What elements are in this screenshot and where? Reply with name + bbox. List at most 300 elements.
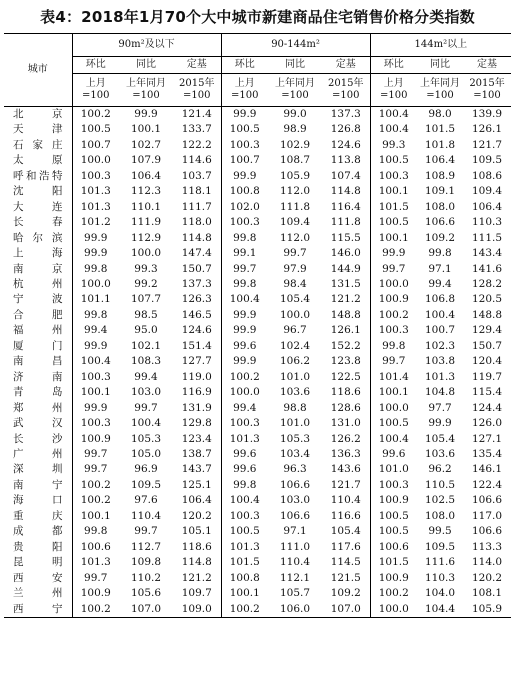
value-cell: 102.4 <box>280 339 311 352</box>
value-cell: 98.4 <box>283 277 307 290</box>
value-cell: 122.5 <box>322 370 370 385</box>
value-cell: 99.5 <box>428 525 452 538</box>
value-cell: 120.4 <box>472 355 503 368</box>
city-cell: 南宁 <box>4 478 72 493</box>
city-cell: 长沙 <box>4 432 72 447</box>
value-cell: 105.4 <box>322 524 370 539</box>
value-cell: 144.9 <box>322 262 370 277</box>
value-cell: 137.3 <box>322 107 370 123</box>
value-cell: 101.0 <box>378 463 409 476</box>
value-cell: 106.2 <box>280 355 311 368</box>
table-row <box>4 432 511 447</box>
value-cell: 110.5 <box>425 478 456 491</box>
group-header-medium: 90-144m² <box>221 34 370 57</box>
value-cell: 114.6 <box>173 153 221 168</box>
base-header: 2015年 =100 <box>322 74 370 107</box>
value-cell: 99.6 <box>233 339 257 352</box>
value-cell: 99.8 <box>428 247 452 260</box>
value-cell: 100.0 <box>130 247 162 260</box>
value-cell: 101.3 <box>80 556 111 569</box>
subcol-header: 环比 <box>72 57 119 74</box>
value-cell: 99.4 <box>428 277 452 290</box>
value-cell: 103.0 <box>280 494 311 507</box>
city-cell: 南昌 <box>4 354 72 369</box>
value-cell: 99.7 <box>84 463 108 476</box>
value-cell: 106.6 <box>472 494 503 507</box>
value-cell: 100.3 <box>378 478 409 491</box>
city-cell: 哈尔滨 <box>4 231 72 246</box>
table-row <box>4 354 511 369</box>
value-cell: 108.6 <box>472 169 503 182</box>
value-cell: 100.5 <box>378 216 409 229</box>
value-cell: 111.9 <box>130 216 162 229</box>
value-cell: 100.5 <box>378 154 409 167</box>
value-cell: 118.1 <box>173 184 221 199</box>
value-cell: 107.9 <box>130 154 162 167</box>
value-cell: 99.7 <box>84 447 108 460</box>
value-cell: 107.0 <box>119 602 173 618</box>
value-cell: 126.1 <box>472 123 503 136</box>
value-cell: 100.0 <box>80 154 111 167</box>
value-cell: 137.3 <box>173 277 221 292</box>
city-cell: 呼和浩特 <box>4 169 72 184</box>
table-row <box>4 370 511 385</box>
value-cell: 111.8 <box>280 200 311 213</box>
value-cell: 124.6 <box>322 138 370 153</box>
value-cell: 99.7 <box>382 355 406 368</box>
value-cell: 122.2 <box>173 138 221 153</box>
value-cell: 101.3 <box>80 200 111 213</box>
value-cell: 98.8 <box>283 401 307 414</box>
value-cell: 112.9 <box>130 231 162 244</box>
value-cell: 126.0 <box>472 417 503 430</box>
value-cell: 100.7 <box>425 324 456 337</box>
value-cell: 99.3 <box>382 138 406 151</box>
value-cell: 97.1 <box>428 262 452 275</box>
group-header-large: 144m²以上 <box>370 34 511 57</box>
value-cell: 119.0 <box>173 370 221 385</box>
value-cell: 100.2 <box>221 602 268 618</box>
value-cell: 107.0 <box>322 602 370 618</box>
value-cell: 99.0 <box>283 108 307 120</box>
value-cell: 100.3 <box>229 509 260 522</box>
city-cell: 昆明 <box>4 555 72 570</box>
value-cell: 100.9 <box>378 293 409 306</box>
table-row <box>4 308 511 323</box>
value-cell: 99.8 <box>84 262 108 275</box>
value-cell: 99.8 <box>233 277 257 290</box>
value-cell: 100.2 <box>378 587 409 600</box>
value-cell: 105.7 <box>280 587 311 600</box>
value-cell: 102.5 <box>425 494 456 507</box>
value-cell: 150.7 <box>173 262 221 277</box>
value-cell: 99.9 <box>134 108 158 120</box>
value-cell: 121.4 <box>173 107 221 123</box>
value-cell: 100.3 <box>378 169 409 182</box>
subcol-header: 定基 <box>173 57 221 74</box>
city-cell: 兰州 <box>4 586 72 601</box>
value-cell: 100.0 <box>370 602 417 618</box>
value-cell: 111.8 <box>322 215 370 230</box>
value-cell: 129.8 <box>173 416 221 431</box>
value-cell: 100.6 <box>80 540 111 553</box>
city-cell: 成都 <box>4 524 72 539</box>
table-row <box>4 401 511 416</box>
value-cell: 135.4 <box>472 447 503 460</box>
value-cell: 99.9 <box>233 169 257 182</box>
value-cell: 100.2 <box>80 478 111 491</box>
value-cell: 100.9 <box>80 432 111 445</box>
value-cell: 103.6 <box>280 386 311 399</box>
city-cell: 南京 <box>4 262 72 277</box>
value-cell: 111.0 <box>280 540 311 553</box>
value-cell: 100.4 <box>378 123 409 136</box>
value-cell: 100.7 <box>80 138 111 151</box>
value-cell: 105.9 <box>463 602 511 618</box>
base-header: 2015年 =100 <box>463 74 511 107</box>
table-row <box>4 416 511 431</box>
value-cell: 109.2 <box>322 586 370 601</box>
value-cell: 124.6 <box>173 323 221 338</box>
value-cell: 110.3 <box>425 571 456 584</box>
value-cell: 146.0 <box>322 246 370 261</box>
value-cell: 97.9 <box>283 262 307 275</box>
value-cell: 107.4 <box>322 169 370 184</box>
value-cell: 111.7 <box>173 200 221 215</box>
table-row <box>4 107 511 123</box>
value-cell: 100.6 <box>378 540 409 553</box>
value-cell: 110.2 <box>130 571 162 584</box>
value-cell: 100.7 <box>229 154 260 167</box>
value-cell: 126.2 <box>322 432 370 447</box>
city-cell: 郑州 <box>4 401 72 416</box>
value-cell: 101.8 <box>425 138 456 151</box>
table-row <box>4 246 511 261</box>
value-cell: 100.4 <box>378 108 409 120</box>
table-row <box>4 200 511 215</box>
value-cell: 112.1 <box>280 571 311 584</box>
value-cell: 146.1 <box>472 463 503 476</box>
value-cell: 105.4 <box>425 432 456 445</box>
value-cell: 98.0 <box>428 108 452 120</box>
value-cell: 124.4 <box>472 401 503 414</box>
value-cell: 102.7 <box>130 138 162 151</box>
value-cell: 99.4 <box>134 370 158 383</box>
value-cell: 103.7 <box>173 169 221 184</box>
value-cell: 110.1 <box>130 200 162 213</box>
value-cell: 109.1 <box>425 185 456 198</box>
value-cell: 99.9 <box>233 108 257 120</box>
value-cell: 96.9 <box>134 463 158 476</box>
table-row <box>4 153 511 168</box>
value-cell: 110.4 <box>280 556 311 569</box>
value-cell: 109.4 <box>472 185 503 198</box>
value-cell: 106.0 <box>268 602 322 618</box>
value-cell: 112.3 <box>130 185 162 198</box>
value-cell: 99.7 <box>84 571 108 584</box>
city-cell: 杭州 <box>4 277 72 292</box>
city-cell: 厦门 <box>4 339 72 354</box>
value-cell: 101.0 <box>280 370 311 383</box>
value-cell: 100.5 <box>378 509 409 522</box>
value-cell: 128.2 <box>472 277 503 290</box>
city-cell: 石家庄 <box>4 138 72 153</box>
value-cell: 100.3 <box>80 169 111 182</box>
value-cell: 97.1 <box>283 525 307 538</box>
city-header: 城市 <box>4 34 72 107</box>
value-cell: 100.1 <box>378 386 409 399</box>
value-cell: 114.8 <box>173 231 221 246</box>
value-cell: 100.2 <box>378 308 409 321</box>
value-cell: 109.5 <box>130 478 162 491</box>
value-cell: 100.4 <box>229 293 260 306</box>
value-cell: 100.1 <box>378 231 409 244</box>
value-cell: 99.8 <box>84 308 108 321</box>
value-cell: 99.3 <box>134 262 158 275</box>
table-row <box>4 292 511 307</box>
value-cell: 99.7 <box>134 401 158 414</box>
value-cell: 99.8 <box>84 525 108 538</box>
value-cell: 102.1 <box>130 339 162 352</box>
value-cell: 138.7 <box>173 447 221 462</box>
city-cell: 沈阳 <box>4 184 72 199</box>
value-cell: 116.4 <box>322 200 370 215</box>
city-cell: 贵阳 <box>4 540 72 555</box>
value-cell: 103.4 <box>280 447 311 460</box>
value-cell: 106.8 <box>425 293 456 306</box>
value-cell: 108.0 <box>425 509 456 522</box>
city-cell: 长春 <box>4 215 72 230</box>
value-cell: 100.4 <box>229 494 260 507</box>
table-row <box>4 385 511 400</box>
value-cell: 100.4 <box>425 308 456 321</box>
value-cell: 116.6 <box>322 509 370 524</box>
value-cell: 109.5 <box>425 540 456 553</box>
city-cell: 上海 <box>4 246 72 261</box>
value-cell: 108.3 <box>130 355 162 368</box>
value-cell: 100.1 <box>229 587 260 600</box>
table-row <box>4 277 511 292</box>
city-cell: 重庆 <box>4 509 72 524</box>
value-cell: 101.5 <box>229 556 260 569</box>
value-cell: 122.4 <box>472 478 503 491</box>
value-cell: 110.4 <box>130 509 162 522</box>
value-cell: 109.0 <box>173 602 221 618</box>
subcol-header: 环比 <box>221 57 268 74</box>
value-cell: 100.0 <box>229 386 260 399</box>
value-cell: 99.9 <box>428 417 452 430</box>
value-cell: 96.3 <box>283 463 307 476</box>
value-cell: 99.8 <box>382 339 406 352</box>
value-cell: 100.2 <box>80 494 111 507</box>
value-cell: 100.5 <box>80 123 111 136</box>
value-cell: 143.7 <box>173 462 221 477</box>
value-cell: 109.2 <box>425 231 456 244</box>
table-row <box>4 184 511 199</box>
table-row <box>4 571 511 586</box>
value-cell: 99.9 <box>84 231 108 244</box>
value-cell: 100.5 <box>229 525 260 538</box>
value-cell: 139.9 <box>472 108 503 120</box>
value-cell: 104.0 <box>425 587 456 600</box>
value-cell: 148.8 <box>472 308 503 321</box>
value-cell: 105.4 <box>280 293 311 306</box>
value-cell: 101.1 <box>80 293 111 306</box>
value-cell: 96.7 <box>283 324 307 337</box>
value-cell: 110.4 <box>322 493 370 508</box>
value-cell: 108.0 <box>425 200 456 213</box>
value-cell: 99.7 <box>283 247 307 260</box>
value-cell: 99.4 <box>84 324 108 337</box>
subcol-header: 同比 <box>119 57 173 74</box>
page-title: 表4：2018年1月70个大中城市新建商品住宅销售价格分类指数 <box>40 8 475 26</box>
table-row <box>4 231 511 246</box>
value-cell: 114.0 <box>472 556 503 569</box>
city-cell: 合肥 <box>4 308 72 323</box>
table-row <box>4 138 511 153</box>
base-header: 上年同月 =100 <box>417 74 463 107</box>
value-cell: 103.6 <box>425 447 456 460</box>
city-cell: 宁波 <box>4 292 72 307</box>
value-cell: 108.7 <box>280 154 311 167</box>
city-cell: 武汉 <box>4 416 72 431</box>
value-cell: 99.9 <box>382 247 406 260</box>
value-cell: 114.8 <box>173 555 221 570</box>
table-row <box>4 493 511 508</box>
value-cell: 117.0 <box>472 509 503 522</box>
value-cell: 126.8 <box>322 122 370 137</box>
value-cell: 120.5 <box>472 293 503 306</box>
city-cell: 天津 <box>4 122 72 137</box>
value-cell: 101.3 <box>80 185 111 198</box>
table-row <box>4 524 511 539</box>
value-cell: 107.7 <box>130 293 162 306</box>
value-cell: 104.4 <box>417 602 463 618</box>
value-cell: 110.3 <box>472 216 503 229</box>
base-header: 上月 =100 <box>370 74 417 107</box>
subcol-header: 同比 <box>417 57 463 74</box>
value-cell: 102.9 <box>280 138 311 151</box>
city-cell: 海口 <box>4 493 72 508</box>
value-cell: 111.6 <box>425 556 456 569</box>
value-cell: 118.6 <box>322 385 370 400</box>
value-cell: 152.2 <box>322 339 370 354</box>
value-cell: 103.0 <box>130 386 162 399</box>
table-row <box>4 447 511 462</box>
value-cell: 121.7 <box>322 478 370 493</box>
value-cell: 99.9 <box>233 324 257 337</box>
value-cell: 146.5 <box>173 308 221 323</box>
value-cell: 96.2 <box>428 463 452 476</box>
base-header: 2015年 =100 <box>173 74 221 107</box>
table-row <box>4 509 511 524</box>
value-cell: 100.5 <box>378 525 409 538</box>
value-cell: 100.3 <box>229 138 260 151</box>
value-cell: 99.6 <box>382 447 406 460</box>
value-cell: 106.4 <box>173 493 221 508</box>
city-cell: 西安 <box>4 571 72 586</box>
value-cell: 129.4 <box>472 324 503 337</box>
value-cell: 131.9 <box>173 401 221 416</box>
value-cell: 121.7 <box>472 138 503 151</box>
value-cell: 101.0 <box>280 417 311 430</box>
value-cell: 114.5 <box>322 555 370 570</box>
value-cell: 126.1 <box>322 323 370 338</box>
value-cell: 115.5 <box>322 231 370 246</box>
value-cell: 106.4 <box>472 200 503 213</box>
value-cell: 133.7 <box>173 122 221 137</box>
value-cell: 100.8 <box>229 571 260 584</box>
value-cell: 102.3 <box>425 339 456 352</box>
value-cell: 125.1 <box>173 478 221 493</box>
value-cell: 120.2 <box>472 571 503 584</box>
value-cell: 99.6 <box>233 463 257 476</box>
value-cell: 100.1 <box>130 123 162 136</box>
table-row <box>4 262 511 277</box>
table-row <box>4 169 511 184</box>
table-row <box>4 555 511 570</box>
table-row <box>4 602 511 618</box>
value-cell: 151.4 <box>173 339 221 354</box>
city-cell: 济南 <box>4 370 72 385</box>
value-cell: 97.6 <box>134 494 158 507</box>
value-cell: 117.6 <box>322 540 370 555</box>
value-cell: 148.8 <box>322 308 370 323</box>
value-cell: 100.4 <box>80 355 111 368</box>
value-cell: 106.4 <box>425 154 456 167</box>
value-cell: 100.4 <box>130 417 162 430</box>
value-cell: 99.8 <box>233 231 257 244</box>
value-cell: 100.9 <box>80 587 111 600</box>
value-cell: 109.7 <box>173 586 221 601</box>
value-cell: 104.8 <box>425 386 456 399</box>
table-row <box>4 478 511 493</box>
table-row <box>4 215 511 230</box>
value-cell: 127.7 <box>173 354 221 369</box>
value-cell: 131.5 <box>322 277 370 292</box>
value-cell: 116.9 <box>173 385 221 400</box>
city-cell: 青岛 <box>4 385 72 400</box>
value-cell: 123.8 <box>322 354 370 369</box>
value-cell: 100.5 <box>378 417 409 430</box>
value-cell: 101.4 <box>378 370 409 383</box>
value-cell: 123.4 <box>173 432 221 447</box>
value-cell: 100.1 <box>80 386 111 399</box>
value-cell: 100.0 <box>378 401 409 414</box>
value-cell: 147.4 <box>173 246 221 261</box>
value-cell: 99.8 <box>233 478 257 491</box>
value-cell: 136.3 <box>322 447 370 462</box>
value-cell: 100.4 <box>378 432 409 445</box>
value-cell: 106.4 <box>130 169 162 182</box>
value-cell: 101.3 <box>229 432 260 445</box>
table-row <box>4 540 511 555</box>
value-cell: 120.2 <box>173 509 221 524</box>
table-row <box>4 462 511 477</box>
value-cell: 100.3 <box>80 417 111 430</box>
value-cell: 99.1 <box>233 247 257 260</box>
value-cell: 131.0 <box>322 416 370 431</box>
value-cell: 106.6 <box>280 509 311 522</box>
city-cell: 西宁 <box>4 602 72 618</box>
value-cell: 112.0 <box>280 185 311 198</box>
table-row <box>4 586 511 601</box>
value-cell: 100.2 <box>229 370 260 383</box>
value-cell: 112.7 <box>130 540 162 553</box>
value-cell: 99.9 <box>84 339 108 352</box>
value-cell: 106.6 <box>425 216 456 229</box>
subcol-header: 定基 <box>322 57 370 74</box>
